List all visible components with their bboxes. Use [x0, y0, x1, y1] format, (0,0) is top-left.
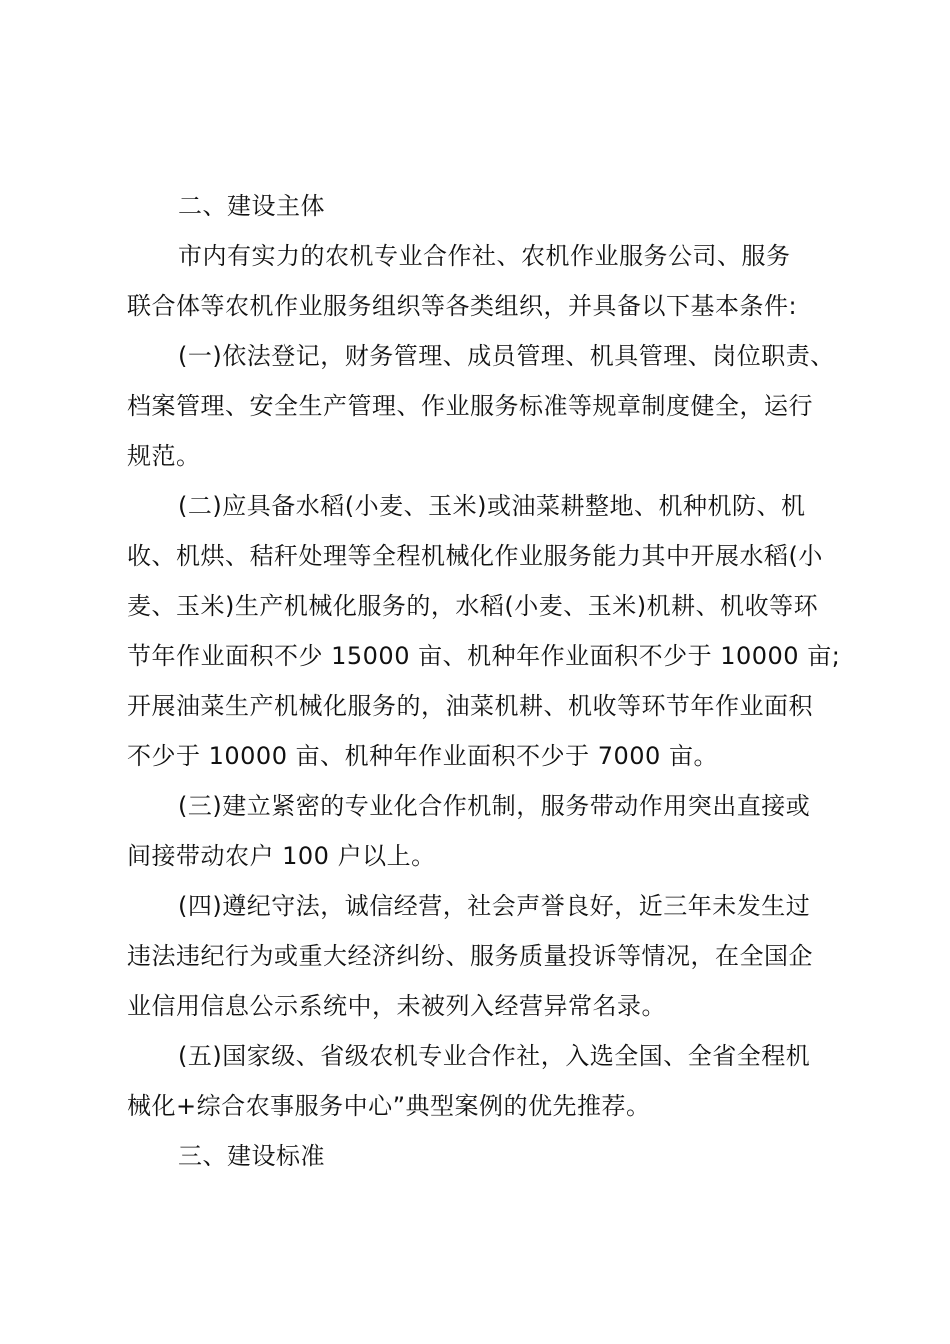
- intro-line-1: 市内有实力的农机专业合作社、农机作业服务公司、服务: [178, 242, 791, 270]
- item4-line-1: (四)遵纪守法，诚信经营，社会声誉良好，近三年未发生过: [178, 892, 811, 920]
- item2-line-3: 麦、玉米)生产机械化服务的，水稻(小麦、玉米)机耕、机收等环: [127, 592, 819, 620]
- section-heading-3: 三、建设标准: [178, 1142, 325, 1170]
- intro-line-2: 联合体等农机作业服务组织等各类组织，并具备以下基本条件:: [127, 292, 798, 320]
- item1-line-1: (一)依法登记，财务管理、成员管理、机具管理、岗位职责、: [178, 342, 835, 370]
- item5-line-2: 械化+综合农事服务中心”典型案例的优先推荐。: [127, 1092, 651, 1120]
- item2-line-1: (二)应具备水稻(小麦、玉米)或油菜耕整地、机种机防、机: [178, 492, 806, 520]
- item3-line-1: (三)建立紧密的专业化合作机制，服务带动作用突出直接或: [178, 792, 811, 820]
- item2-line-4: 节年作业面积不少 15000 亩、机种年作业面积不少于 10000 亩;: [127, 642, 841, 670]
- item5-line-1: (五)国家级、省级农机专业合作社，入选全国、全省全程机: [178, 1042, 811, 1070]
- item1-line-3: 规范。: [127, 442, 201, 470]
- item4-line-3: 业信用信息公示系统中，未被列入经营异常名录。: [127, 992, 666, 1020]
- section-heading-2: 二、建设主体: [178, 192, 325, 220]
- item2-line-5: 开展油菜生产机械化服务的，油菜机耕、机收等环节年作业面积: [127, 692, 813, 720]
- item1-line-2: 档案管理、安全生产管理、作业服务标准等规章制度健全，运行: [127, 392, 813, 420]
- item2-line-6: 不少于 10000 亩、机种年作业面积不少于 7000 亩。: [127, 742, 718, 770]
- item2-line-2: 收、机烘、秸秆处理等全程机械化作业服务能力其中开展水稻(小: [127, 542, 823, 570]
- item4-line-2: 违法违纪行为或重大经济纠纷、服务质量投诉等情况，在全国企: [127, 942, 813, 970]
- item3-line-2: 间接带动农户 100 户以上。: [127, 842, 436, 870]
